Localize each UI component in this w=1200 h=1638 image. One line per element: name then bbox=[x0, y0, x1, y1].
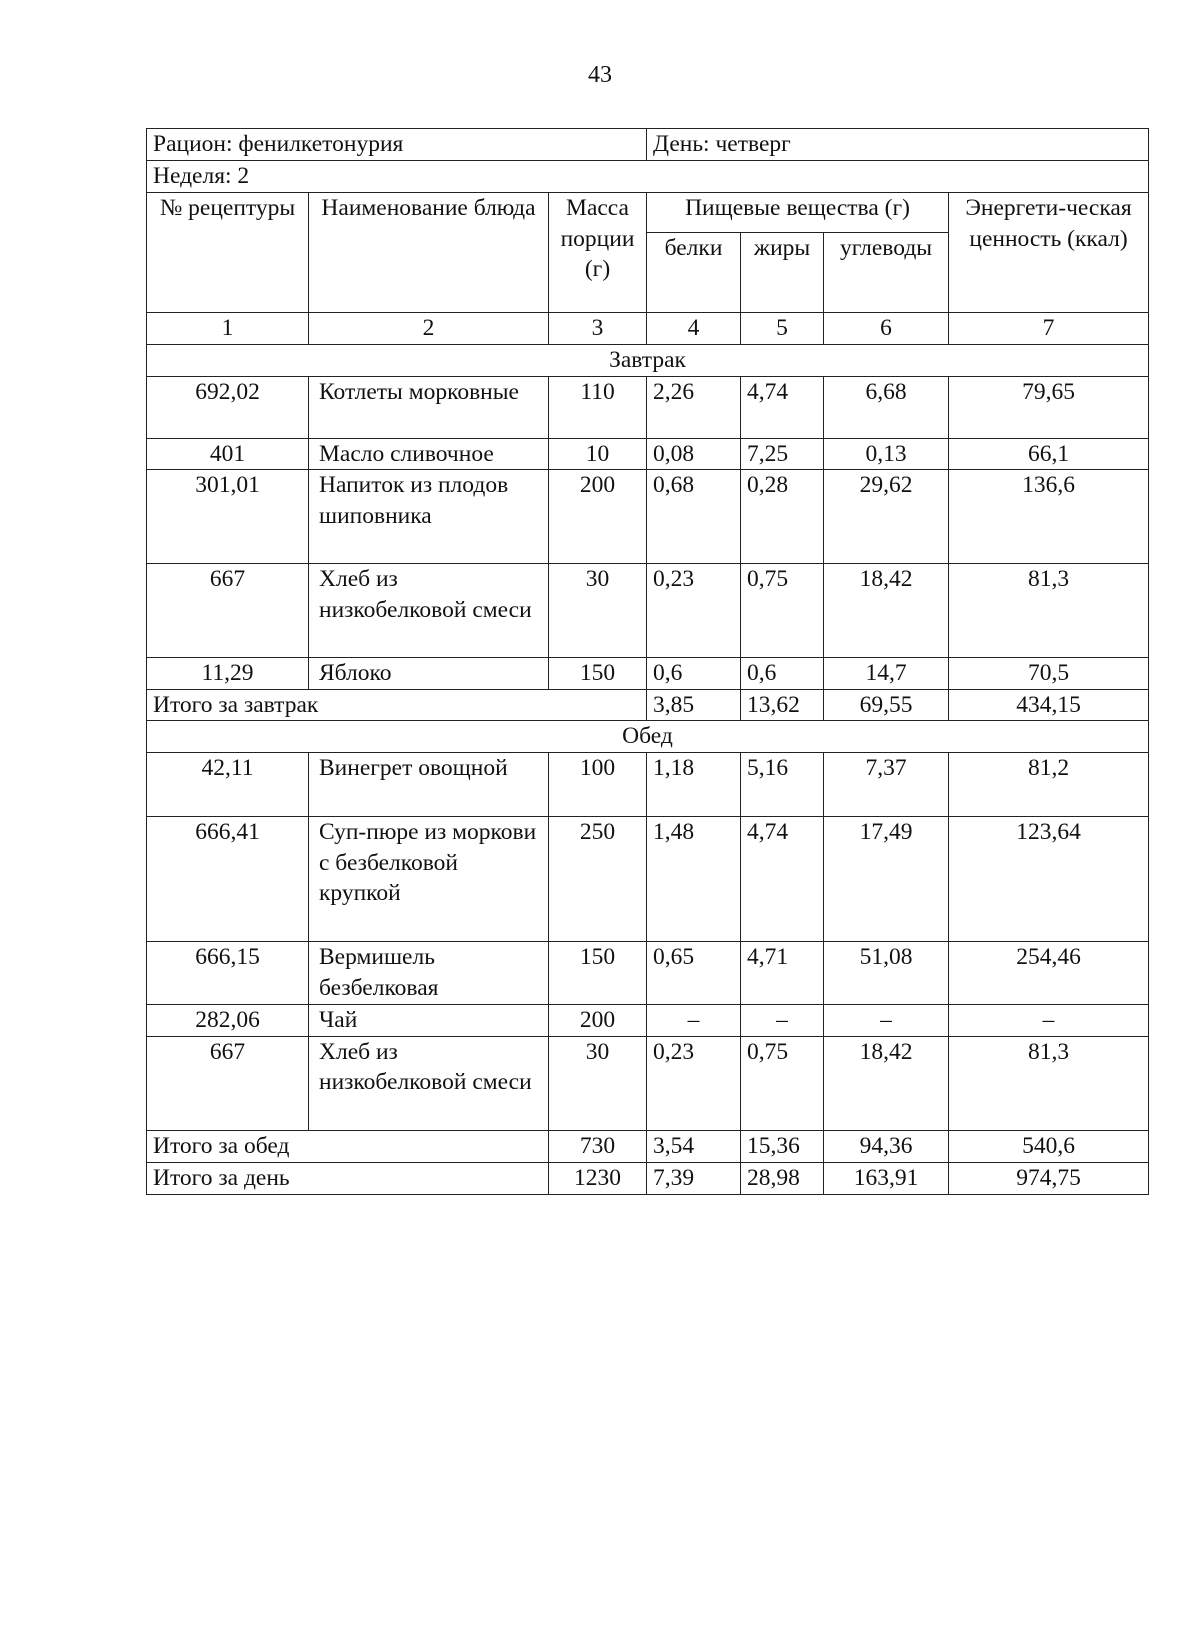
kcal-value: 540,6 bbox=[949, 1130, 1149, 1162]
kcal-value: 66,1 bbox=[949, 438, 1149, 470]
kcal-value: 81,3 bbox=[949, 564, 1149, 658]
kcal-value: 70,5 bbox=[949, 658, 1149, 690]
header-nutrients: Пищевые вещества (г) bbox=[647, 193, 949, 233]
diet-label: Рацион: фенилкетонурия bbox=[147, 129, 647, 161]
recipe-no: 666,15 bbox=[147, 942, 309, 1005]
fat-value: 7,25 bbox=[741, 438, 824, 470]
column-number: 3 bbox=[549, 313, 647, 345]
table-row bbox=[147, 753, 1149, 817]
header-row bbox=[147, 193, 1149, 233]
header-portion: Масса порции (г) bbox=[549, 193, 647, 313]
portion-mass: 30 bbox=[549, 1036, 647, 1130]
kcal-value: 123,64 bbox=[949, 817, 1149, 942]
header-fat: жиры bbox=[741, 233, 824, 313]
dish-name: Масло сливочное bbox=[309, 438, 549, 470]
kcal-value: 434,15 bbox=[949, 689, 1149, 721]
carbs-value: 29,62 bbox=[824, 470, 949, 564]
portion-mass: 1230 bbox=[549, 1162, 647, 1194]
table-row bbox=[147, 376, 1149, 438]
protein-value: 0,23 bbox=[647, 1036, 741, 1130]
diet-row bbox=[147, 129, 1149, 161]
diet-table bbox=[146, 128, 1149, 1195]
fat-value: 15,36 bbox=[741, 1130, 824, 1162]
recipe-no: 667 bbox=[147, 564, 309, 658]
total-row bbox=[147, 1130, 1149, 1162]
table-row bbox=[147, 817, 1149, 942]
fat-value: 0,6 bbox=[741, 658, 824, 690]
carbs-value: – bbox=[824, 1005, 949, 1037]
fat-value: 4,74 bbox=[741, 817, 824, 942]
total-row bbox=[147, 689, 1149, 721]
dish-name: Хлеб из низкобелковой смеси bbox=[309, 1036, 549, 1130]
table-row bbox=[147, 1036, 1149, 1130]
protein-value: – bbox=[647, 1005, 741, 1037]
carbs-value: 94,36 bbox=[824, 1130, 949, 1162]
section-row bbox=[147, 344, 1149, 376]
carbs-value: 17,49 bbox=[824, 817, 949, 942]
total-label: Итого за завтрак bbox=[147, 689, 647, 721]
portion-mass: 150 bbox=[549, 658, 647, 690]
dish-name: Яблоко bbox=[309, 658, 549, 690]
section-title-breakfast: Завтрак bbox=[147, 344, 1149, 376]
protein-value: 0,6 bbox=[647, 658, 741, 690]
fat-value: 28,98 bbox=[741, 1162, 824, 1194]
recipe-no: 401 bbox=[147, 438, 309, 470]
carbs-value: 163,91 bbox=[824, 1162, 949, 1194]
kcal-value: 254,46 bbox=[949, 942, 1149, 1005]
protein-value: 1,48 bbox=[647, 817, 741, 942]
section-row bbox=[147, 721, 1149, 753]
total-label: Итого за день bbox=[147, 1162, 549, 1194]
protein-value: 3,54 bbox=[647, 1130, 741, 1162]
dish-name: Котлеты морковные bbox=[309, 376, 549, 438]
portion-mass: 200 bbox=[549, 1005, 647, 1037]
protein-value: 7,39 bbox=[647, 1162, 741, 1194]
recipe-no: 667 bbox=[147, 1036, 309, 1130]
day-total-row bbox=[147, 1162, 1149, 1194]
dish-name: Суп-пюре из моркови с безбелковой крупкой bbox=[309, 817, 549, 942]
dish-name: Вермишель безбелковая bbox=[309, 942, 549, 1005]
portion-mass: 30 bbox=[549, 564, 647, 658]
protein-value: 0,23 bbox=[647, 564, 741, 658]
fat-value: 0,75 bbox=[741, 1036, 824, 1130]
recipe-no: 301,01 bbox=[147, 470, 309, 564]
recipe-no: 282,06 bbox=[147, 1005, 309, 1037]
fat-value: 0,75 bbox=[741, 564, 824, 658]
fat-value: 13,62 bbox=[741, 689, 824, 721]
fat-value: 4,71 bbox=[741, 942, 824, 1005]
table-row bbox=[147, 470, 1149, 564]
column-number: 6 bbox=[824, 313, 949, 345]
fat-value: – bbox=[741, 1005, 824, 1037]
header-protein: белки bbox=[647, 233, 741, 313]
portion-mass: 100 bbox=[549, 753, 647, 817]
header-carbs: углеводы bbox=[824, 233, 949, 313]
protein-value: 2,26 bbox=[647, 376, 741, 438]
dish-name: Хлеб из низкобелковой смеси bbox=[309, 564, 549, 658]
portion-mass: 730 bbox=[549, 1130, 647, 1162]
carbs-value: 18,42 bbox=[824, 1036, 949, 1130]
dish-name: Винегрет овощной bbox=[309, 753, 549, 817]
portion-mass: 110 bbox=[549, 376, 647, 438]
table-row bbox=[147, 564, 1149, 658]
dish-name: Чай bbox=[309, 1005, 549, 1037]
kcal-value: 79,65 bbox=[949, 376, 1149, 438]
fat-value: 4,74 bbox=[741, 376, 824, 438]
carbs-value: 69,55 bbox=[824, 689, 949, 721]
carbs-value: 51,08 bbox=[824, 942, 949, 1005]
carbs-value: 18,42 bbox=[824, 564, 949, 658]
recipe-no: 692,02 bbox=[147, 376, 309, 438]
protein-value: 3,85 bbox=[647, 689, 741, 721]
page-number: 43 bbox=[588, 62, 612, 88]
header-dish-name: Наименование блюда bbox=[309, 193, 549, 313]
table-row bbox=[147, 438, 1149, 470]
recipe-no: 666,41 bbox=[147, 817, 309, 942]
week-row bbox=[147, 161, 1149, 193]
dish-name: Напиток из плодов шиповника bbox=[309, 470, 549, 564]
fat-value: 5,16 bbox=[741, 753, 824, 817]
header-energy: Энергети-ческая ценность (ккал) bbox=[949, 193, 1149, 313]
section-title-lunch: Обед bbox=[147, 721, 1149, 753]
carbs-value: 0,13 bbox=[824, 438, 949, 470]
week-label: Неделя: 2 bbox=[147, 161, 1149, 193]
protein-value: 0,65 bbox=[647, 942, 741, 1005]
carbs-value: 6,68 bbox=[824, 376, 949, 438]
portion-mass: 10 bbox=[549, 438, 647, 470]
table-row bbox=[147, 942, 1149, 1005]
recipe-no: 42,11 bbox=[147, 753, 309, 817]
carbs-value: 14,7 bbox=[824, 658, 949, 690]
protein-value: 0,68 bbox=[647, 470, 741, 564]
protein-value: 1,18 bbox=[647, 753, 741, 817]
table-row bbox=[147, 1005, 1149, 1037]
portion-mass: 200 bbox=[549, 470, 647, 564]
column-number: 4 bbox=[647, 313, 741, 345]
header-recipe-no: № рецептуры bbox=[147, 193, 309, 313]
kcal-value: 81,3 bbox=[949, 1036, 1149, 1130]
table-row bbox=[147, 658, 1149, 690]
kcal-value: 136,6 bbox=[949, 470, 1149, 564]
kcal-value: 81,2 bbox=[949, 753, 1149, 817]
kcal-value: 974,75 bbox=[949, 1162, 1149, 1194]
column-number: 7 bbox=[949, 313, 1149, 345]
column-number: 2 bbox=[309, 313, 549, 345]
column-number: 5 bbox=[741, 313, 824, 345]
column-number: 1 bbox=[147, 313, 309, 345]
column-numbers-row bbox=[147, 313, 1149, 345]
portion-mass: 250 bbox=[549, 817, 647, 942]
protein-value: 0,08 bbox=[647, 438, 741, 470]
recipe-no: 11,29 bbox=[147, 658, 309, 690]
fat-value: 0,28 bbox=[741, 470, 824, 564]
total-label: Итого за обед bbox=[147, 1130, 549, 1162]
portion-mass: 150 bbox=[549, 942, 647, 1005]
kcal-value: – bbox=[949, 1005, 1149, 1037]
day-label: День: четверг bbox=[647, 129, 1149, 161]
carbs-value: 7,37 bbox=[824, 753, 949, 817]
